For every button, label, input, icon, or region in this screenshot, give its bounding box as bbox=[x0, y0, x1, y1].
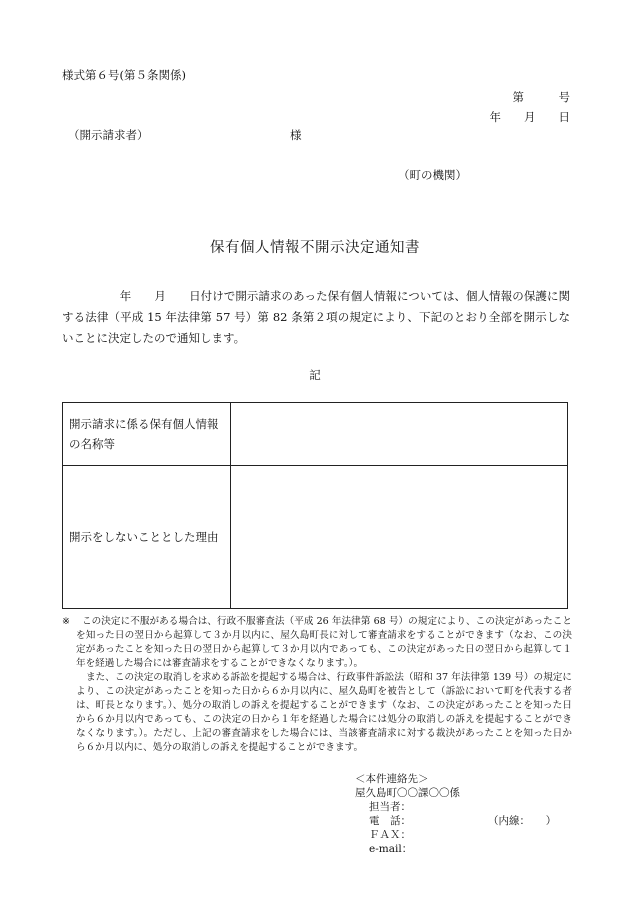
ki-heading: 記 bbox=[309, 368, 321, 382]
contact-email: e-mail： bbox=[369, 843, 413, 855]
info-name-label: 開示請求に係る保有個人情報の名称等 bbox=[63, 403, 231, 466]
document-number-date bbox=[490, 87, 571, 127]
document-number-line: 第 号 bbox=[512, 90, 570, 104]
contact-block bbox=[355, 772, 557, 856]
contact-phone bbox=[355, 814, 557, 828]
honorific: 様 bbox=[290, 128, 302, 142]
details-table bbox=[62, 402, 568, 609]
contact-heading: ＜本件連絡先＞ bbox=[355, 773, 429, 785]
note-mark: ※ bbox=[62, 616, 71, 627]
appeal-note-review: この決定に不服がある場合は、行政不服審査法（平成 26 年法律第 68 号）の規定により、この決定があったことを知った日の翌日から起算して３か月以内に、屋久島町長に対して審査請求をすることができます（なお、この決定があったことを知った日の翌日から起算して３か月以内であっても、この決定があった日の翌日から起算して１年を経過した場合には審査請求をすることができなくなります。）。 bbox=[76, 616, 572, 669]
document-date-line: 年 月 日 bbox=[489, 110, 570, 124]
notice-body bbox=[62, 286, 570, 349]
agency-label: （町の機関） bbox=[398, 168, 467, 182]
phone-label: 電 話： bbox=[369, 815, 411, 827]
form-number: 様式第６号(第５条関係) bbox=[62, 68, 186, 82]
appeal-note-lawsuit: また、この決定の取消しを求める訴訟を提起する場合は、行政事件訴訟法（昭和 37 年法律第 139 号）の規定により、この決定があったことを知った日から６か月以内に、屋久島町を被告として（訴訟において町を代表する者は、町長となります。）、処分の取消しの訴えを提起することができます（なお、この決定があったことを知った日から６か月以内であっても、この決定の日から１年を経過した場合には処分の取消しの訴えを提起することができなくなります。）。ただし、上記の審査請求をした場合には、当該審査請求に対する裁決があったことを知った日から６か月以内に、処分の取消しの訴えを提起することができます。 bbox=[76, 672, 572, 753]
info-name-value bbox=[231, 403, 568, 466]
table-row bbox=[63, 466, 568, 609]
requester-label: （開示請求者） bbox=[68, 128, 149, 142]
notice-body-text: 年 月 日付けで開示請求のあった保有個人情報については、個人情報の保護に関する法律（平成 15 年法律第 57 号）第 82 条第２項の規定により、下記のとおり全部を開示しないことに決定したので通知します。 bbox=[62, 289, 570, 345]
appeal-notes bbox=[62, 615, 572, 755]
reason-value bbox=[231, 466, 568, 609]
reason-label: 開示をしないこととした理由 bbox=[63, 466, 231, 609]
contact-fax: ＦＡＸ： bbox=[369, 829, 411, 841]
contact-person: 担当者： bbox=[369, 801, 411, 813]
extension-label: （内線： ） bbox=[488, 815, 557, 827]
contact-department: 屋久島町〇〇課〇〇係 bbox=[355, 787, 460, 799]
document-title: 保有個人情報不開示決定通知書 bbox=[210, 240, 420, 256]
requester-line bbox=[68, 127, 302, 143]
table-row bbox=[63, 403, 568, 466]
